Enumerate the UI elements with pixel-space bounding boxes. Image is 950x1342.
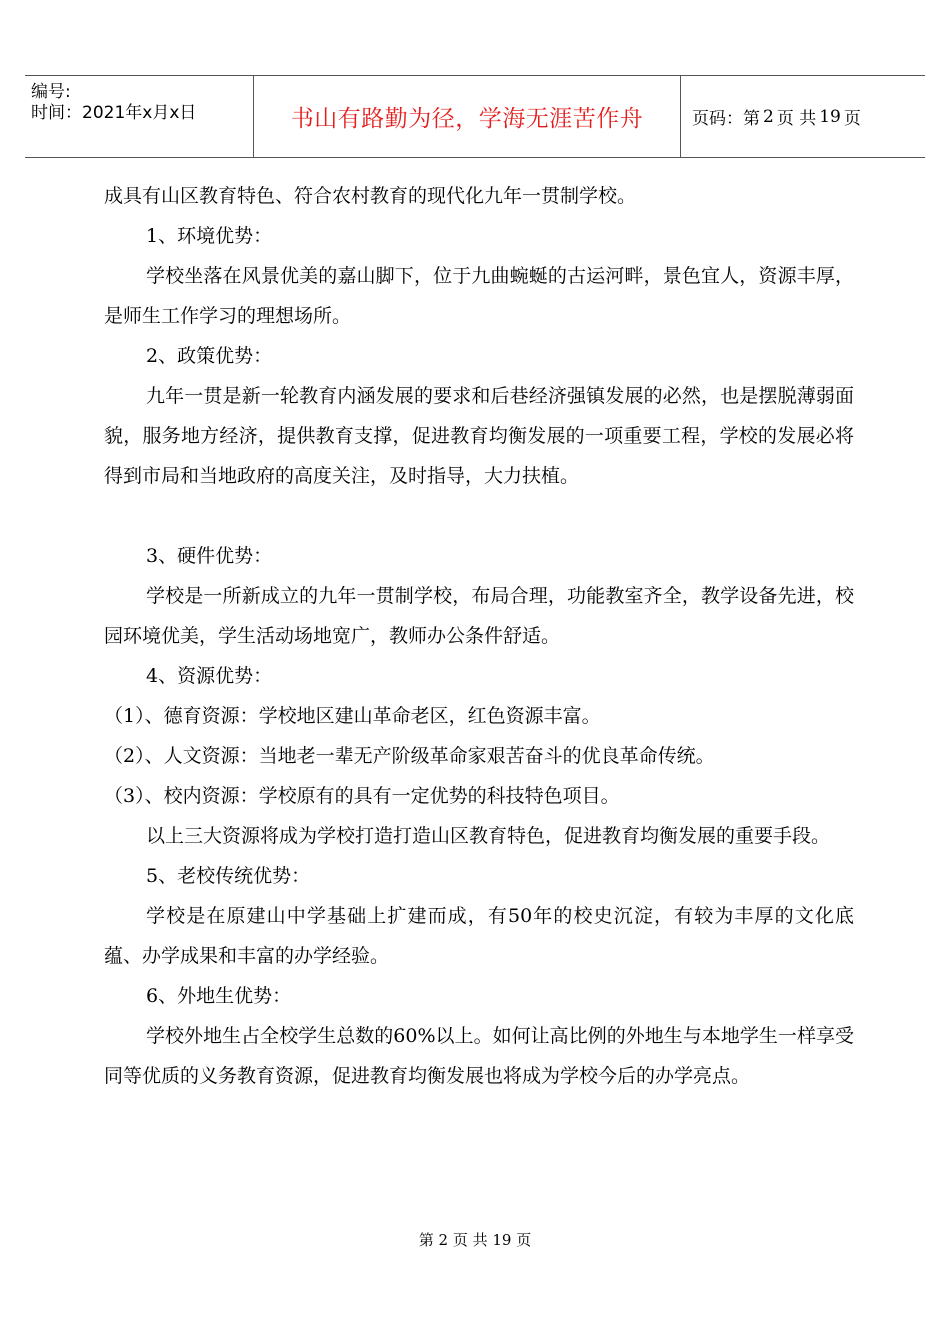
paragraph: 成具有山区教育特色、符合农村教育的现代化九年一贯制学校。 [104, 185, 637, 207]
section-heading: 5、老校传统优势： [146, 865, 311, 887]
page-total: 19 [819, 106, 841, 127]
page-suffix: 页 [843, 109, 861, 129]
page-header [25, 75, 925, 158]
page-prefix: 页码：第 [692, 109, 760, 129]
header-meta [25, 76, 254, 157]
section-heading: 2、政策优势： [146, 345, 273, 367]
section-heading: 6、外地生优势： [146, 985, 292, 1007]
paragraph: 九年一贯是新一轮教育内涵发展的要求和后巷经济强镇发展的必然，也是摆脱薄弱面貌，服务地方经济，提供教育支撑，促进教育均衡发展的一项重要工程，学校的发展必将得到市局和当地政府的高度关注，及时指导，大力扶植。 [104, 385, 854, 487]
document-body [104, 176, 854, 1096]
header-motto: 书山有路勤为径，学海无涯苦作舟 [254, 76, 681, 157]
doc-number-label: 编号: [31, 82, 71, 102]
header-page-number [680, 76, 925, 157]
paragraph: 学校是在原建山中学基础上扩建而成，有50年的校史沉淀，有较为丰厚的文化底蕴、办学成果和丰富的办学经验。 [104, 905, 854, 967]
section-heading: 3、硬件优势： [146, 545, 273, 567]
list-item: （2）、人文资源：当地老一辈无产阶级革命家艰苦奋斗的优良革命传统。 [104, 745, 715, 767]
paragraph: 学校外地生占全校学生总数的60%以上。如何让高比例的外地生与本地学生一样享受同等优质的义务教育资源，促进教育均衡发展也将成为学校今后的办学亮点。 [104, 1025, 854, 1087]
blank-line [104, 496, 854, 536]
list-item: （1）、德育资源：学校地区建山革命老区，红色资源丰富。 [104, 705, 601, 727]
date-label: 时间：2021年x月x日 [31, 103, 197, 123]
page-mid: 页 共 [776, 109, 817, 129]
page-current: 2 [763, 106, 774, 127]
paragraph: 学校坐落在风景优美的嘉山脚下，位于九曲蜿蜒的古运河畔，景色宜人，资源丰厚，是师生工作学习的理想场所。 [104, 265, 854, 327]
section-heading: 4、资源优势： [146, 665, 273, 687]
list-item: （3）、校内资源：学校原有的具有一定优势的科技特色项目。 [104, 785, 620, 807]
paragraph: 以上三大资源将成为学校打造打造山区教育特色，促进教育均衡发展的重要手段。 [146, 825, 831, 847]
page-footer: 第 2 页 共 19 页 [418, 1231, 532, 1249]
section-heading: 1、环境优势： [146, 225, 273, 247]
paragraph: 学校是一所新成立的九年一贯制学校，布局合理，功能教室齐全，教学设备先进，校园环境优美，学生活动场地宽广，教师办公条件舒适。 [104, 585, 854, 647]
